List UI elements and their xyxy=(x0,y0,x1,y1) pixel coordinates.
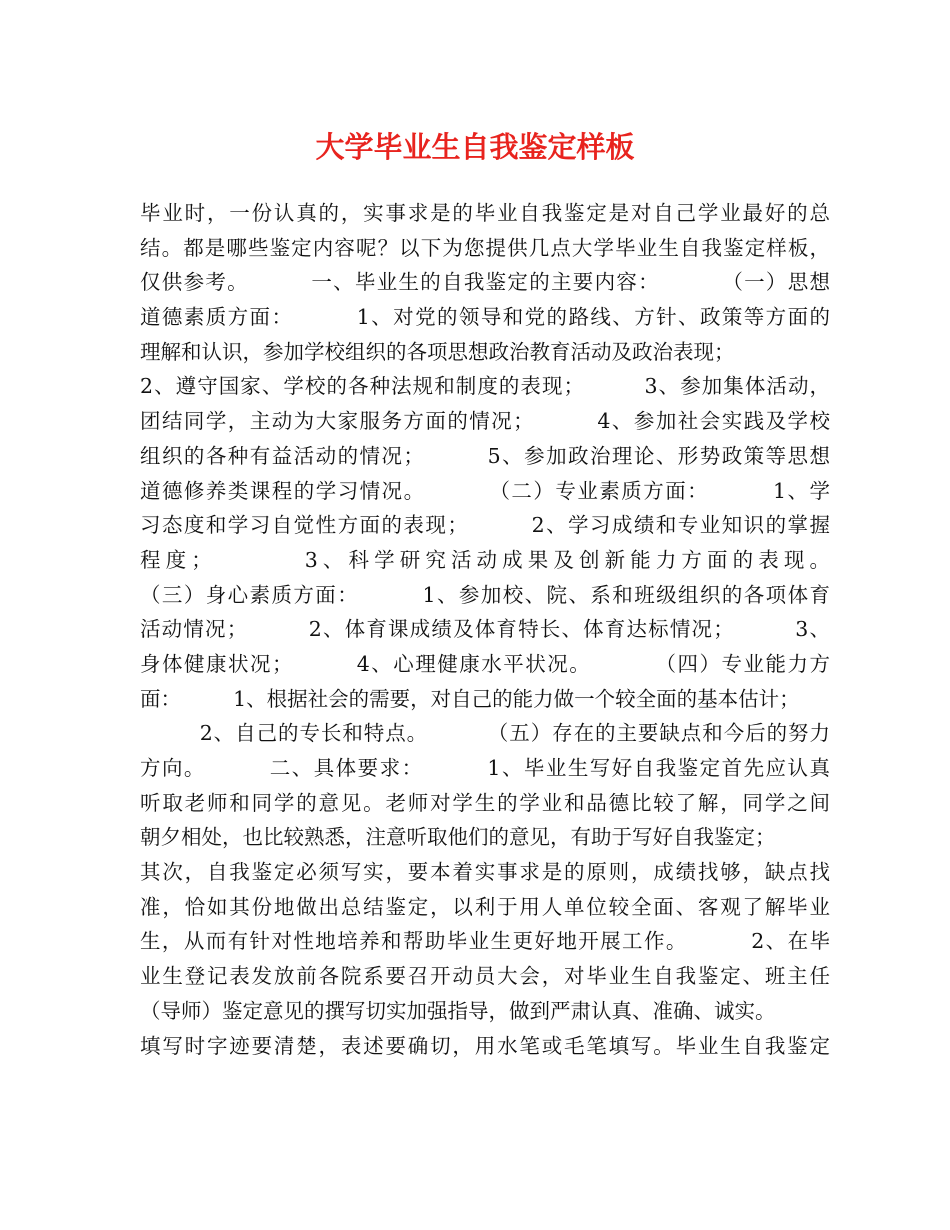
body-line: 活动情况； 2、体育课成绩及体育特长、体育达标情况； 3、 xyxy=(140,617,830,642)
body-line: 程度； 3、科学研究活动成果及创新能力方面的表现。 xyxy=(140,547,830,572)
body-line: 理解和认识，参加学校组织的各项思想政治教育活动及政治表现； xyxy=(140,339,735,364)
document-title: 大学毕业生自我鉴定样板 xyxy=(315,130,635,164)
body-line: 毕业时，一份认真的，实事求是的毕业自我鉴定是对自己学业最好的总 xyxy=(140,201,830,225)
body-line: 方向。 二、具体要求： 1、毕业生写好自我鉴定首先应认真 xyxy=(140,756,830,780)
body-line: 准，恰如其份地做出总结鉴定，以利于用人单位较全面、客观了解毕业 xyxy=(140,894,830,919)
body-line: 身体健康状况； 4、心理健康水平状况。 （四）专业能力方 xyxy=(140,651,830,676)
body-line: 2、遵守国家、学校的各种法规和制度的表现； 3、参加集体活动， xyxy=(140,374,830,399)
body-line: 团结同学，主动为大家服务方面的情况； 4、参加社会实践及学校 xyxy=(140,409,830,434)
document-body xyxy=(140,196,830,1063)
body-line: 道德素质方面： 1、对党的领导和党的路线、方针、政策等方面的 xyxy=(140,305,830,330)
body-line: 道德修养类课程的学习情况。 （二）专业素质方面： 1、学 xyxy=(140,478,830,503)
body-line: 填写时字迹要清楚，表述要确切，用水笔或毛笔填写。毕业生自我鉴定 xyxy=(140,1033,830,1058)
body-line: 习态度和学习自觉性方面的表现； 2、学习成绩和专业知识的掌握 xyxy=(140,513,830,538)
body-line: 组织的各种有益活动的情况； 5、参加政治理论、形势政策等思想 xyxy=(140,443,830,468)
body-line: 仅供参考。 一、毕业生的自我鉴定的主要内容： （一）思想 xyxy=(140,270,830,295)
body-line: 业生登记表发放前各院系要召开动员大会，对毕业生自我鉴定、班主任 xyxy=(140,964,830,989)
body-line: 2、自己的专长和特点。 （五）存在的主要缺点和今后的努力 xyxy=(140,721,830,746)
body-line: 其次，自我鉴定必须写实，要本着实事求是的原则，成绩找够，缺点找 xyxy=(140,860,830,885)
body-line: （三）身心素质方面： 1、参加校、院、系和班级组织的各项体育 xyxy=(140,582,830,607)
body-line: 结。都是哪些鉴定内容呢？以下为您提供几点大学毕业生自我鉴定样板， xyxy=(140,235,830,260)
body-line: 朝夕相处，也比较熟悉，注意听取他们的意见，有助于写好自我鉴定； xyxy=(140,825,776,850)
body-line: （导师）鉴定意见的撰写切实加强指导，做到严肃认真、准确、诚实。 xyxy=(140,998,776,1023)
body-line: 听取老师和同学的意见。老师对学生的学业和品德比较了解，同学之间 xyxy=(140,790,830,815)
body-line: 生，从而有针对性地培养和帮助毕业生更好地开展工作。 2、在毕 xyxy=(140,929,830,954)
body-line: 面： 1、根据社会的需要，对自己的能力做一个较全面的基本估计； xyxy=(140,686,800,711)
